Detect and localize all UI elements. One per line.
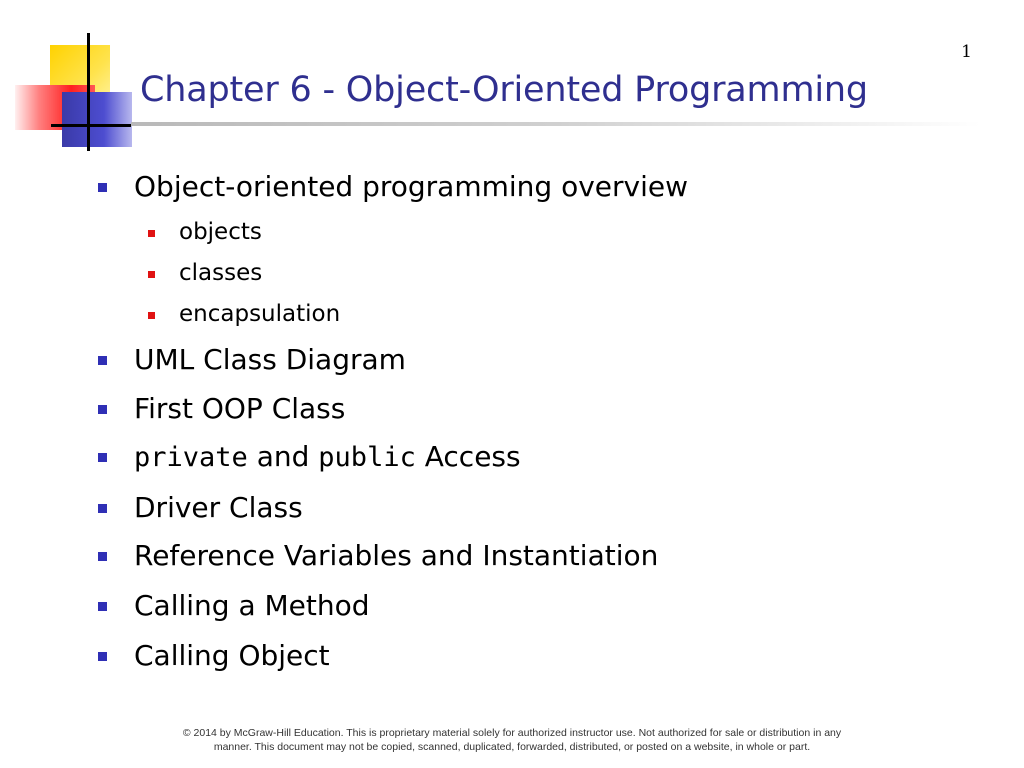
keyword-public: public xyxy=(318,442,416,473)
bullet-marker xyxy=(98,652,107,661)
sub-bullet-marker xyxy=(148,271,155,278)
logo-blue-square xyxy=(62,92,132,147)
bullet-marker xyxy=(98,356,107,365)
footer-line-2: manner. This document may not be copied, scanned, duplicated, forwarded, distributed, or posted on a website, in whole or part. xyxy=(213,741,811,753)
keyword-private: private xyxy=(134,442,248,473)
sub-bullet-encapsulation xyxy=(179,301,340,327)
bullet-access xyxy=(134,440,521,473)
copyright-footer xyxy=(130,726,894,754)
bullet-text: Reference Variables and Instantiation xyxy=(134,539,659,572)
bullet-uml xyxy=(134,343,406,376)
sub-bullet-text: objects xyxy=(179,219,262,245)
bullet-text: First OOP Class xyxy=(134,392,346,425)
bullet-marker xyxy=(98,552,107,561)
bullet-text: Calling Object xyxy=(134,639,330,672)
bullet-first-class xyxy=(134,392,345,425)
bullet-driver xyxy=(134,491,303,524)
bullet-overview xyxy=(134,170,688,203)
logo-vertical-line xyxy=(87,33,90,151)
footer-line-1: © 2014 by McGraw-Hill Education. This is proprietary material solely for authorized instructor use. Not authorized for sale or distribution in any xyxy=(182,727,842,739)
sub-bullet-text: encapsulation xyxy=(179,301,341,327)
sub-bullet-marker xyxy=(148,312,155,319)
sub-bullet-marker xyxy=(148,230,155,237)
bullet-reference xyxy=(134,539,658,572)
bullet-text-and: and xyxy=(256,440,310,473)
bullet-marker xyxy=(98,405,107,414)
slide-logo-decoration xyxy=(0,0,160,160)
sub-bullet-text: classes xyxy=(179,260,263,286)
bullet-text: Driver Class xyxy=(134,491,303,524)
bullet-marker xyxy=(98,453,107,462)
bullet-text: Calling a Method xyxy=(134,589,370,622)
bullet-calling-method xyxy=(134,589,370,622)
bullet-marker xyxy=(98,504,107,513)
title-underline xyxy=(131,122,981,126)
sub-bullet-objects xyxy=(179,219,262,245)
bullet-marker xyxy=(98,183,107,192)
bullet-calling-object xyxy=(134,639,330,672)
logo-horizontal-line xyxy=(51,124,131,127)
bullet-text: UML Class Diagram xyxy=(134,343,406,376)
page-number: 1 xyxy=(961,42,972,62)
bullet-text-access: Access xyxy=(424,440,521,473)
bullet-marker xyxy=(98,602,107,611)
sub-bullet-classes xyxy=(179,260,262,286)
slide-title: Chapter 6 - Object-Oriented Programming xyxy=(140,70,868,110)
bullet-text: Object-oriented programming overview xyxy=(134,170,688,203)
